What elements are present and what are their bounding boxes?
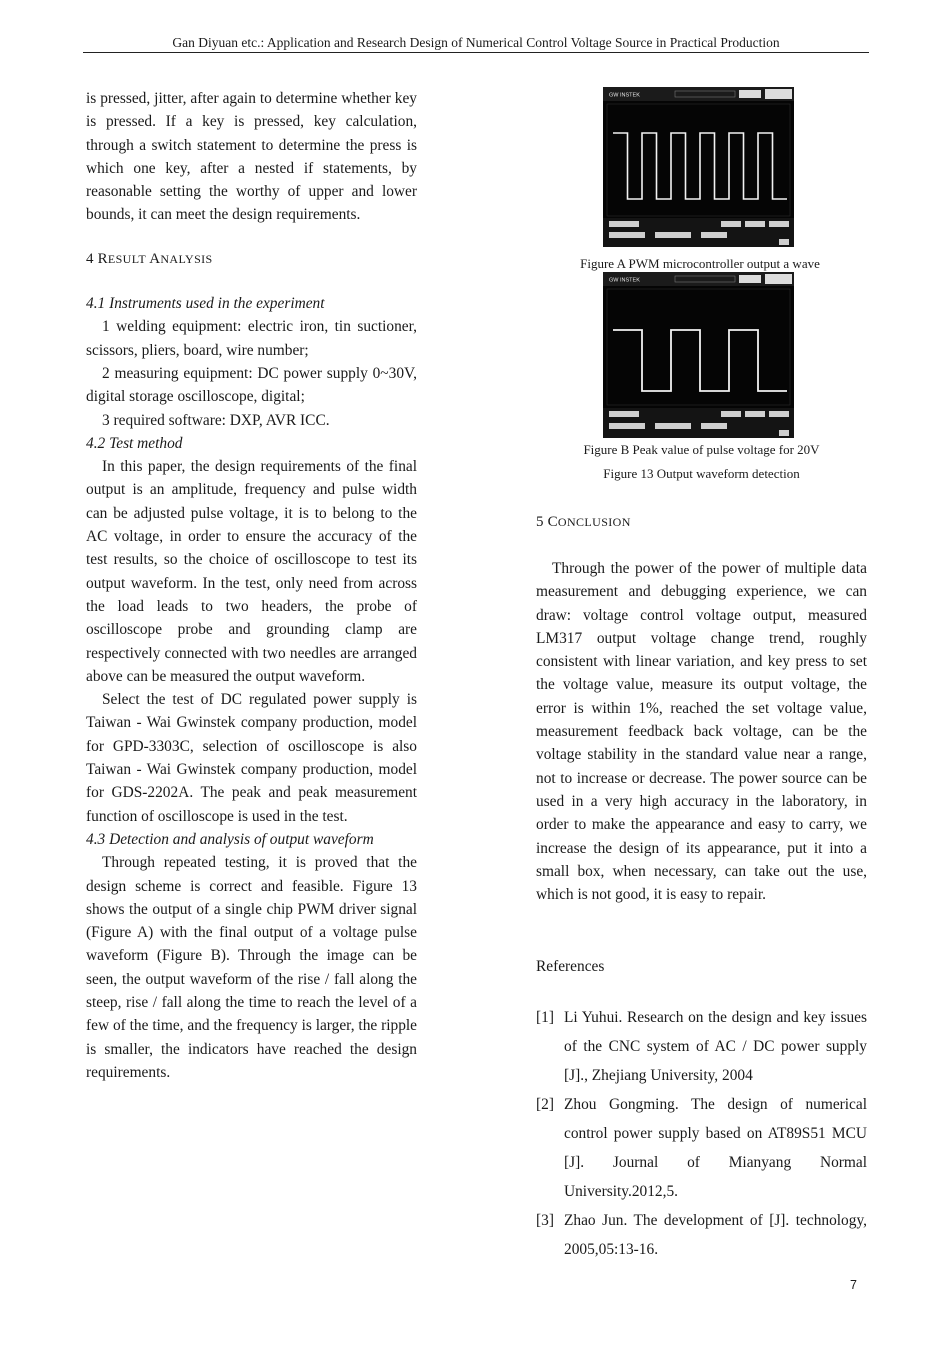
reference-number: [1] xyxy=(536,1009,554,1026)
scope-b-display xyxy=(603,272,794,438)
page-number: 7 xyxy=(850,1278,857,1292)
conclusion-paragraph: Through the power of the power of multiple data measurement and debugging experience, we can draw: voltage control voltage output, measured LM317 output voltage change trend, roughly consistent with linear variation, and key press to set the voltage value, measure its output voltage, the error is within 1%, reached the set voltage value, measurement feedback back voltage, can be the voltage stability in the standard value near a range, not to increase or decrease. The power source can be used in a very high accuracy in the laboratory, in order to make the appearance and easy to carry, we increase the design of its appearance, put it into a small box, when necessary, can take out the use, which is not good, it is easy to repair. xyxy=(536,560,867,904)
section-5-title-onclusion: ONCLUSION xyxy=(557,515,631,529)
scope-b-brand: GW INSTEK xyxy=(609,277,640,284)
oscilloscope-screenshot-b xyxy=(603,272,794,438)
reference-text: Li Yuhui. Research on the design and key issues of the CNC system of AC / DC power supply [J]., Zhejiang University, 2004 xyxy=(564,1009,867,1084)
scope-a-display xyxy=(603,87,794,247)
instrument-item-1: 1 welding equipment: electric iron, tin suctioner, scissors, pliers, board, wire number; xyxy=(86,318,417,359)
scope-a-brand: GW INSTEK xyxy=(609,92,640,99)
figure-b-caption: Figure B Peak value of pulse voltage for 20V xyxy=(583,442,820,457)
section-4-title-esult: ESULT xyxy=(107,251,150,266)
conclusion-block xyxy=(536,557,867,906)
section-4-number: 4 xyxy=(86,250,98,267)
running-header: Gan Diyuan etc.: Application and Research Design of Numerical Control Voltage Source in Practical Production xyxy=(172,35,780,50)
section-5-number: 5 xyxy=(536,514,548,530)
section-4-title-a: A xyxy=(149,250,161,267)
figure-13-caption: Figure 13 Output waveform detection xyxy=(603,466,800,481)
section-5-title-c: C xyxy=(547,514,558,530)
instrument-item-2: 2 measuring equipment: DC power supply 0~30V, digital storage oscilloscope, digital; xyxy=(86,364,417,406)
test-method-paragraph-1: In this paper, the design requirements of the final output is an amplitude, frequency and pulse width can be adjusted pulse voltage, it is to belong to the AC voltage, in order to ensure the accuracy of the test results, so the choice of oscilloscope to test its output waveform. In the test, only need from across the load leads to two headers, the probe of oscilloscope probe and grounding clamp are respectively connected with two needles are arranged above can be measured the output waveform. xyxy=(86,458,417,685)
instrument-item-3: 3 required software: DXP, AVR ICC. xyxy=(102,411,330,429)
waveform-analysis-paragraph: Through repeated testing, it is proved that the design scheme is correct and feasible. Figure 13 shows the output of a single chip PWM driver signal (Figure A) with the final output of a voltage pulse waveform (Figure B). Through the image can be seen, the output waveform of the rise / fall along the steep, rise / fall along the time to reach the level of a few of the time, and the frequency is larger, the ripple is smaller, the indicators have reached the design requirements. xyxy=(86,854,417,1081)
subsection-4-2-heading: 4.2 Test method xyxy=(86,434,183,452)
header-rule xyxy=(83,52,869,53)
section-4-title-r: R xyxy=(97,250,108,267)
reference-number: [2] xyxy=(536,1096,554,1113)
section-4-heading xyxy=(86,248,417,271)
reference-item xyxy=(536,1003,867,1090)
figure-a-caption: Figure A PWM microcontroller output a wave xyxy=(580,256,820,271)
reference-item xyxy=(536,1090,867,1206)
reference-text: Zhou Gongming. The design of numerical control power supply based on AT89S51 MCU [J]. Journal of Mianyang Normal University.2012,5. xyxy=(564,1096,867,1200)
test-method-paragraph-2: Select the test of DC regulated power supply is Taiwan - Wai Gwinstek company production, model for GPD-3303C, selection of oscilloscope is also Taiwan - Wai Gwinstek company production, model for GDS-2202A. The peak and peak measurement function of oscilloscope is used in the test. xyxy=(86,691,417,825)
subsection-4-3-heading: 4.3 Detection and analysis of output waveform xyxy=(86,830,374,848)
oscilloscope-screenshot-a xyxy=(603,87,794,247)
reference-text: Zhao Jun. The development of [J]. technology, 2005,05:13-16. xyxy=(564,1212,867,1258)
section-5-heading xyxy=(536,511,867,534)
left-column xyxy=(86,87,417,1084)
section-4-title-nalysis: NALYSIS xyxy=(160,251,213,266)
intro-paragraph: is pressed, jitter, after again to determine whether key is pressed. If a key is pressed, key calculation, through a switch statement to determine the press is which one key, after a nested if statements, by reasonable setting the worthy of upper and lower bounds, it can meet the design requirements. xyxy=(86,90,417,224)
subsection-4-1-heading: 4.1 Instruments used in the experiment xyxy=(86,295,325,313)
reference-item xyxy=(536,1206,867,1264)
reference-number: [3] xyxy=(536,1212,554,1229)
references-heading xyxy=(536,955,867,978)
references-heading-text: References xyxy=(536,958,605,975)
